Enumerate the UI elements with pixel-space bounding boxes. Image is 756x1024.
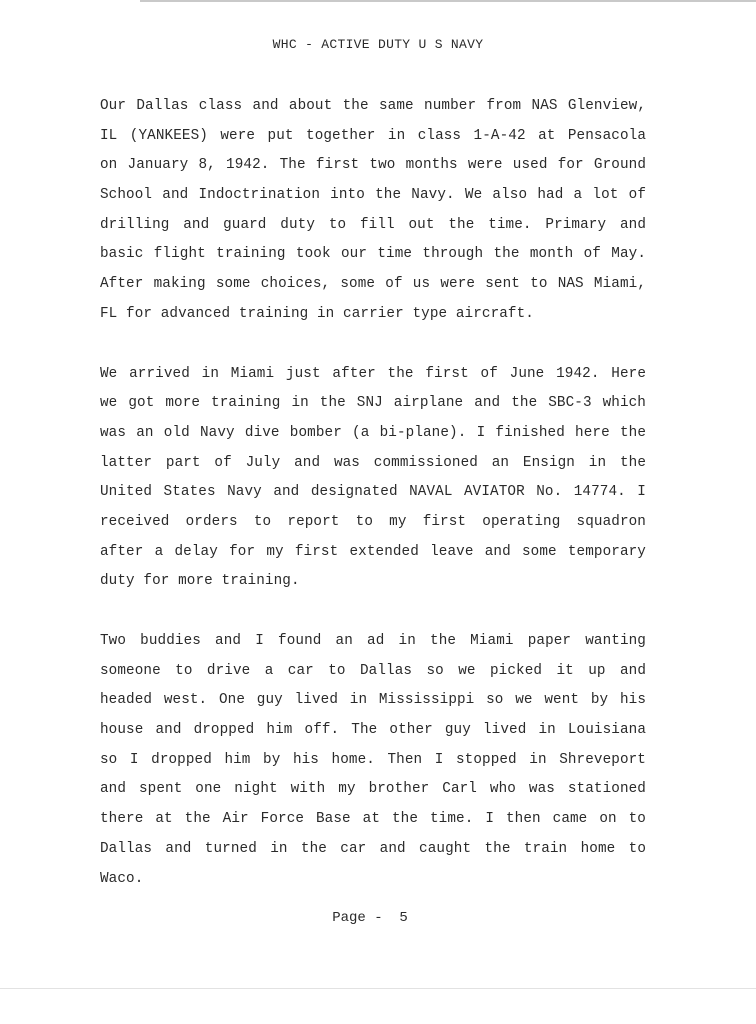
page-number: Page - 5 xyxy=(332,910,408,926)
text-line: basic flight training took our time through the month of May. xyxy=(100,246,646,263)
body-text xyxy=(100,92,646,924)
text-line: School and Indoctrination into the Navy. We also had a lot of xyxy=(100,187,646,204)
scan-top-edge xyxy=(140,0,756,2)
text-line: so I dropped him by his home. Then I stopped in Shreveport xyxy=(100,751,646,768)
text-line: After making some choices, some of us were sent to NAS Miami, xyxy=(100,276,646,293)
paragraph-2 xyxy=(100,360,646,598)
text-line: after a delay for my first extended leave and some temporary xyxy=(100,543,646,560)
text-line: United States Navy and designated NAVAL AVIATOR No. 14774. I xyxy=(100,484,646,501)
text-line: FL for advanced training in carrier type aircraft. xyxy=(100,305,534,322)
paragraph-3 xyxy=(100,627,646,894)
text-line: there at the Air Force Base at the time. I then came on to xyxy=(100,811,646,828)
text-line: Waco. xyxy=(100,870,144,887)
text-line: we got more training in the SNJ airplane and the SBC-3 which xyxy=(100,395,646,412)
text-line: drilling and guard duty to fill out the time. Primary and xyxy=(100,216,646,233)
text-line: received orders to report to my first operating squadron xyxy=(100,513,646,530)
text-line: Dallas and turned in the car and caught the train home to xyxy=(100,840,646,857)
text-line: IL (YANKEES) were put together in class 1-A-42 at Pensacola xyxy=(100,127,646,144)
text-line: We arrived in Miami just after the first of June 1942. Here xyxy=(100,365,646,382)
text-line: was an old Navy dive bomber (a bi-plane). I finished here the xyxy=(100,424,646,441)
scan-bottom-edge xyxy=(0,988,756,989)
text-line: headed west. One guy lived in Mississippi so we went by his xyxy=(100,692,646,709)
text-line: Two buddies and I found an ad in the Miami paper wanting xyxy=(100,633,646,649)
page-header: WHC - ACTIVE DUTY U S NAVY xyxy=(272,37,484,52)
text-line: Our Dallas class and about the same number from NAS Glenview, xyxy=(100,98,646,114)
text-line: duty for more training. xyxy=(100,573,300,590)
text-line: house and dropped him off. The other guy lived in Louisiana xyxy=(100,722,646,739)
paragraph-1 xyxy=(100,92,646,330)
text-line: latter part of July and was commissioned an Ensign in the xyxy=(100,454,646,471)
text-line: and spent one night with my brother Carl who was stationed xyxy=(100,781,646,798)
text-line: on January 8, 1942. The first two months were used for Ground xyxy=(100,157,646,174)
text-line: someone to drive a car to Dallas so we picked it up and xyxy=(100,662,646,679)
